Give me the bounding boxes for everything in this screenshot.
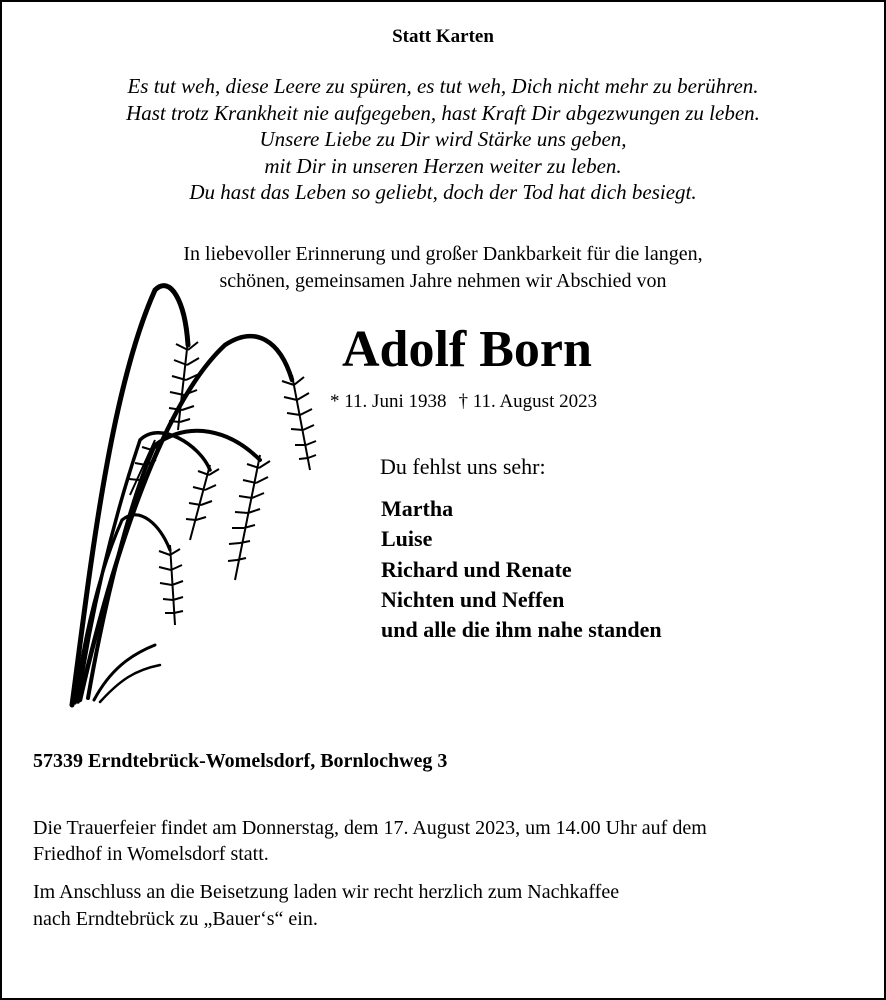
mourners-heading: Du fehlst uns sehr: [380,454,546,479]
address: 57339 Erndtebrück-Womelsdorf, Bornlochweg 3 [33,750,448,772]
poem-line: Es tut weh, diese Leere zu spüren, es tut weh, Dich nicht mehr zu berühren. [127,74,759,98]
poem-line: Du hast das Leben so geliebt, doch der Tod hat dich besiegt. [189,180,697,204]
coffee-invitation [33,879,853,933]
birth-date: * 11. Juni 1938 [330,391,447,412]
poem [0,73,886,206]
ceremony-line: Friedhof in Womelsdorf statt. [33,843,269,865]
mourner-name: Luise [381,526,433,552]
poem-line: Hast trotz Krankheit nie aufgegeben, hast Kraft Dir abgezwungen zu leben. [126,100,760,125]
ceremony-info [33,815,853,867]
mourner-name: Martha [381,496,454,521]
deceased-name: Adolf Born [342,321,592,378]
mourners-list [381,494,662,645]
death-date: † 11. August 2023 [458,391,598,412]
ceremony-line: Die Trauerfeier findet am Donnerstag, dem 17. August 2023, um 14.00 Uhr auf dem [33,817,707,839]
poem-line: mit Dir in unseren Herzen weiter zu leben. [264,153,622,178]
notice-header: Statt Karten [392,26,494,47]
coffee-line: Im Anschluss an die Beisetzung laden wir recht herzlich zum Nachkaffee [33,881,620,903]
coffee-line: nach Erndtebrück zu „Bauer‘s“ ein. [33,908,318,930]
grass-icon [60,270,340,710]
mourner-name: Richard und Renate [381,556,572,582]
life-dates [330,391,597,413]
intro-line: schönen, gemeinsamen Jahre nehmen wir Abschied von [219,269,667,292]
intro-line: In liebevoller Erinnerung und großer Dankbarkeit für die langen, [183,243,703,265]
poem-line: Unsere Liebe zu Dir wird Stärke uns geben, [259,127,627,151]
mourner-name: Nichten und Neffen [381,586,565,612]
mourner-name: und alle die ihm nahe standen [381,617,662,643]
